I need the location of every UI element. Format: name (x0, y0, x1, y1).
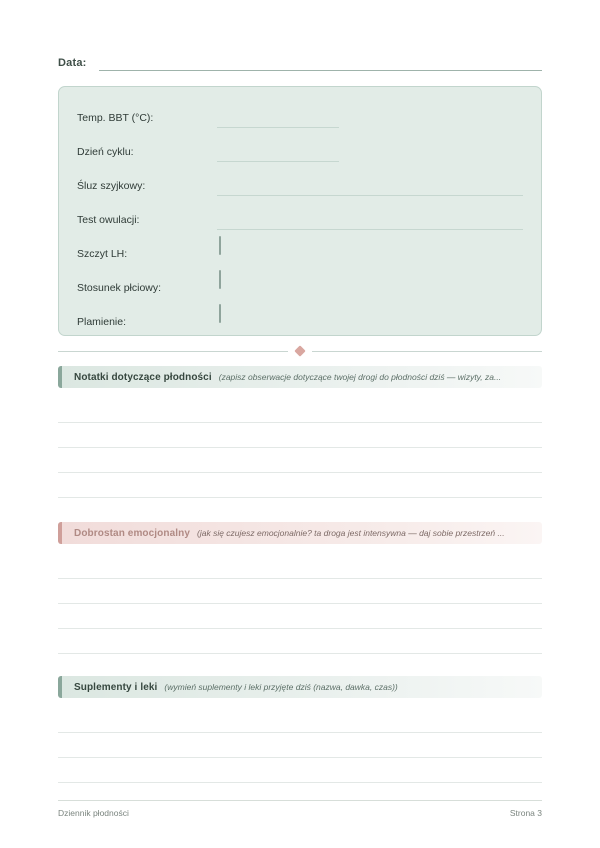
diamond-icon (294, 345, 305, 356)
write-line[interactable] (58, 758, 542, 783)
spotting-checkbox[interactable] (219, 304, 221, 323)
section-supplements-medication (58, 676, 542, 783)
metric-field-ovulation-test[interactable] (217, 203, 523, 237)
write-line[interactable] (58, 604, 542, 629)
intercourse-checkbox[interactable] (219, 270, 221, 289)
metric-row-spotting (77, 305, 523, 339)
metric-field-cycle-day[interactable] (217, 135, 523, 169)
section-header-body (62, 676, 542, 698)
section-header (58, 522, 542, 544)
metric-label: Śluz szyjkowy: (77, 180, 146, 192)
section-hint: (zapisz obserwacje dotyczące twojej drogi do płodności dziś — wizyty, za... (218, 372, 502, 382)
section-title: Dobrostan emocjonalny (74, 527, 191, 539)
write-line[interactable] (58, 629, 542, 654)
writing-area[interactable] (58, 554, 542, 654)
section-fertility-notes (58, 366, 542, 498)
date-input[interactable] (99, 56, 542, 71)
metric-row-cervical-mucus (77, 169, 523, 203)
section-header (58, 366, 542, 388)
write-line[interactable] (58, 708, 542, 733)
section-header (58, 676, 542, 698)
section-hint: (wymień suplementy i leki przyjęte dziś (nazwa, dawka, czas)) (164, 682, 398, 692)
section-header-body (62, 366, 542, 388)
metric-row-bbt (77, 101, 523, 135)
metric-field-spotting (217, 305, 523, 339)
write-line[interactable] (58, 579, 542, 604)
write-line[interactable] (58, 423, 542, 448)
section-divider (58, 344, 542, 358)
write-line[interactable] (58, 473, 542, 498)
underline-rule (217, 229, 523, 230)
daily-metrics-card (58, 86, 542, 336)
section-title: Notatki dotyczące płodności (74, 371, 212, 383)
underline-rule (217, 127, 339, 128)
metric-label: Szczyt LH: (77, 248, 128, 260)
write-line[interactable] (58, 554, 542, 579)
metric-field-lh-peak (217, 237, 523, 271)
section-hint: (jak się czujesz emocjonalnie? ta droga jest intensywna — daj sobie przestrzeń ... (197, 528, 505, 538)
metric-field-bbt[interactable] (217, 101, 523, 135)
write-line[interactable] (58, 398, 542, 423)
section-emotional-wellbeing (58, 522, 542, 654)
section-header-body (62, 522, 542, 544)
divider-line-left (58, 351, 288, 352)
writing-area[interactable] (58, 708, 542, 783)
page-number: Strona 3 (509, 808, 542, 818)
section-title: Suplementy i leki (74, 681, 158, 693)
metric-label: Dzień cyklu: (77, 146, 134, 158)
date-row (58, 56, 542, 71)
lh-peak-checkbox[interactable] (219, 236, 221, 255)
writing-area[interactable] (58, 398, 542, 498)
metric-field-intercourse (217, 271, 523, 305)
metric-label: Stosunek płciowy: (77, 282, 162, 294)
date-label: Data: (58, 57, 87, 69)
metric-row-lh-peak (77, 237, 523, 271)
underline-rule (217, 195, 523, 196)
divider-line-right (312, 351, 542, 352)
write-line[interactable] (58, 448, 542, 473)
metric-row-intercourse (77, 271, 523, 305)
metric-label: Plamienie: (77, 316, 127, 328)
write-line[interactable] (58, 733, 542, 758)
metric-row-cycle-day (77, 135, 523, 169)
metric-field-cervical-mucus[interactable] (217, 169, 523, 203)
underline-rule (217, 161, 339, 162)
metric-row-ovulation-test (77, 203, 523, 237)
page-footer (58, 800, 542, 818)
metric-label: Temp. BBT (°C): (77, 112, 154, 124)
footer-title: Dziennik płodności (58, 808, 129, 818)
metric-label: Test owulacji: (77, 214, 140, 226)
